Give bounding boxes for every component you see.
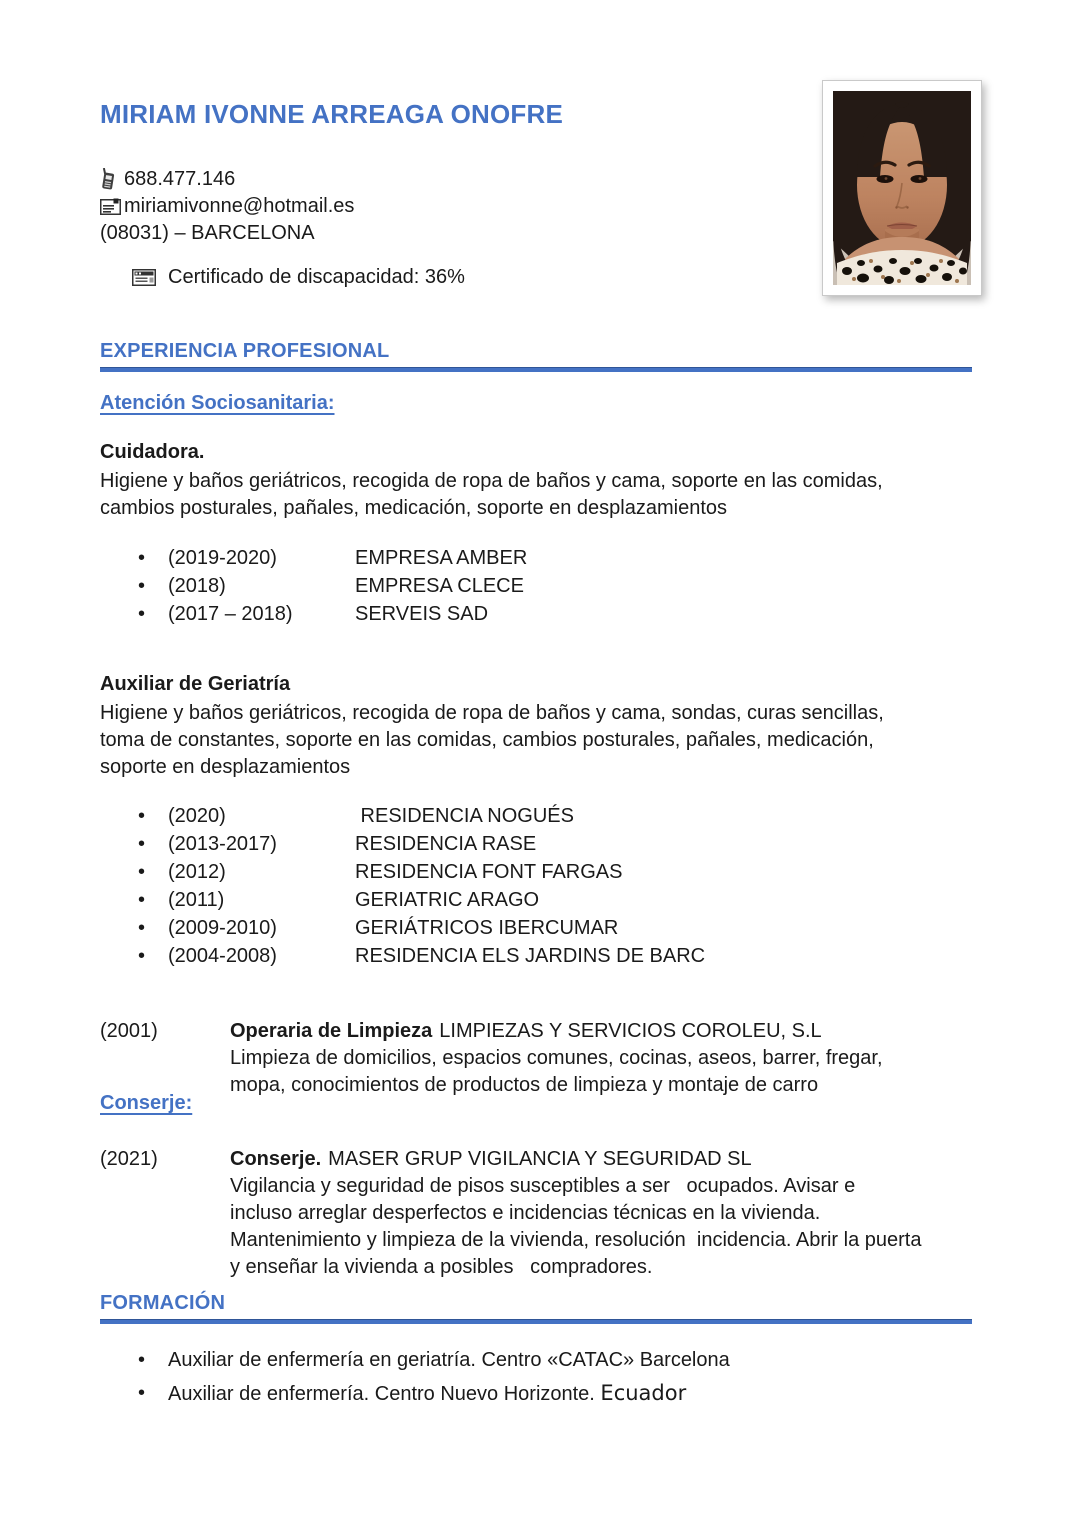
description-line: soporte en desplazamientos: [100, 756, 351, 778]
entry-date: (2004-2008): [168, 945, 277, 967]
role-auxiliar-description: [100, 700, 884, 781]
entry-conserje: [100, 1146, 980, 1281]
profile-photo: [822, 80, 982, 296]
entry-company: SERVEIS SAD: [355, 603, 489, 625]
envelope-icon: [100, 198, 124, 215]
category-conserje: Conserje:: [100, 1092, 193, 1114]
phone-row: [100, 166, 354, 193]
entry-role: Operaria de Limpieza: [230, 1020, 433, 1042]
entry-date: (2021): [100, 1148, 158, 1170]
location-row: [100, 220, 354, 247]
list-item: [100, 1344, 730, 1377]
page-title: MIRIAM IVONNE ARREAGA ONOFRE: [100, 99, 564, 129]
entry-date: (2012): [168, 861, 226, 883]
description-line: mopa, conocimientos de productos de limpieza y montaje de carro: [230, 1074, 819, 1096]
role-cuidadora-description: [100, 468, 883, 522]
entry-company: RESIDENCIA NOGUÉS: [355, 805, 574, 827]
entry-company: EMPRESA AMBER: [355, 547, 528, 569]
disability-text: Certificado de discapacidad: 36%: [168, 266, 465, 288]
section-rule-formacion: [100, 1319, 972, 1324]
list-item: [100, 544, 527, 572]
entry-company: MASER GRUP VIGILANCIA Y SEGURIDAD SL: [328, 1148, 752, 1170]
list-item: [100, 914, 705, 942]
cuidadora-entries-list: [100, 544, 527, 628]
entry-date: (2020): [168, 805, 226, 827]
entry-title-line: [230, 1146, 980, 1173]
entry-company: RESIDENCIA ELS JARDINS DE BARC: [355, 945, 706, 967]
description-line: Mantenimiento y limpieza de la vivienda, resolución incidencia. Abrir la puerta: [230, 1229, 922, 1251]
education-text: Auxiliar de enfermería en geriatría. Centro «CATAC» Barcelona: [168, 1349, 730, 1371]
entry-date: (2013-2017): [168, 833, 277, 855]
list-item: [100, 858, 705, 886]
entry-date: (2001): [100, 1020, 158, 1042]
auxiliar-entries-list: [100, 802, 705, 970]
entry-body: [230, 1018, 980, 1099]
entry-date: (2019-2020): [168, 547, 277, 569]
entry-company: GERIATRIC ARAGO: [355, 889, 540, 911]
section-title-formacion: FORMACIÓN: [100, 1292, 226, 1314]
description-line: Vigilancia y seguridad de pisos susceptibles a ser ocupados. Avisar e: [230, 1175, 856, 1197]
entry-operaria-limpieza: [100, 1018, 980, 1099]
list-item: [100, 802, 705, 830]
list-item: [100, 942, 705, 970]
entry-company: RESIDENCIA RASE: [355, 833, 537, 855]
list-item: [100, 572, 527, 600]
education-list: [100, 1344, 730, 1410]
contact-block: [100, 166, 354, 247]
entry-date: (2009-2010): [168, 917, 277, 939]
education-text: Auxiliar de enfermería. Centro Nuevo Horizonte.: [168, 1383, 601, 1405]
list-item: [100, 600, 527, 628]
list-item: [100, 886, 705, 914]
description-line: Higiene y baños geriátricos, recogida de ropa de baños y cama, sondas, curas sencillas,: [100, 702, 884, 724]
role-cuidadora: Cuidadora.: [100, 441, 205, 463]
entry-company: LIMPIEZAS Y SERVICIOS COROLEU, S.L: [439, 1020, 822, 1042]
section-title-experience: EXPERIENCIA PROFESIONAL: [100, 340, 390, 362]
entry-company: EMPRESA CLECE: [355, 575, 524, 597]
email-address: miriamivonne@hotmail.es: [124, 195, 355, 217]
disability-row: [132, 266, 465, 289]
entry-company: RESIDENCIA FONT FARGAS: [355, 861, 623, 883]
description-line: y enseñar la vivienda a posibles compradores.: [230, 1256, 653, 1278]
list-item: [100, 830, 705, 858]
role-auxiliar-geriatria: Auxiliar de Geriatría: [100, 673, 291, 695]
description-line: incluso arreglar desperfectos e incidencias técnicas en la vivienda.: [230, 1202, 821, 1224]
entry-company: GERIÁTRICOS IBERCUMAR: [355, 917, 619, 939]
entry-date: (2017 – 2018): [168, 603, 293, 625]
mobile-phone-icon: [100, 168, 124, 191]
phone-number: 688.477.146: [124, 168, 236, 190]
category-atencion-sociosanitaria: Atención Sociosanitaria:: [100, 392, 335, 414]
entry-date: (2018): [168, 575, 226, 597]
entry-date: (2011): [168, 889, 225, 911]
location-text: (08031) – BARCELONA: [100, 222, 315, 244]
description-line: toma de constantes, soporte en las comidas, cambios posturales, pañales, medicación,: [100, 729, 874, 751]
section-rule-experience: [100, 367, 972, 372]
entry-body: [230, 1146, 980, 1281]
description-line: Limpieza de domicilios, espacios comunes, cocinas, aseos, barrer, fregar,: [230, 1047, 883, 1069]
portrait-illustration: [833, 91, 971, 285]
description-line: Higiene y baños geriátricos, recogida de ropa de baños y cama, soporte en las comidas,: [100, 470, 883, 492]
entry-title-line: [230, 1018, 980, 1045]
description-line: cambios posturales, pañales, medicación, soporte en desplazamientos: [100, 497, 728, 519]
email-row: [100, 193, 354, 220]
id-card-icon: [132, 269, 156, 286]
list-item: [100, 1377, 730, 1410]
entry-role: Conserje.: [230, 1148, 322, 1170]
education-text-highlight: Ecuador: [600, 1381, 687, 1405]
